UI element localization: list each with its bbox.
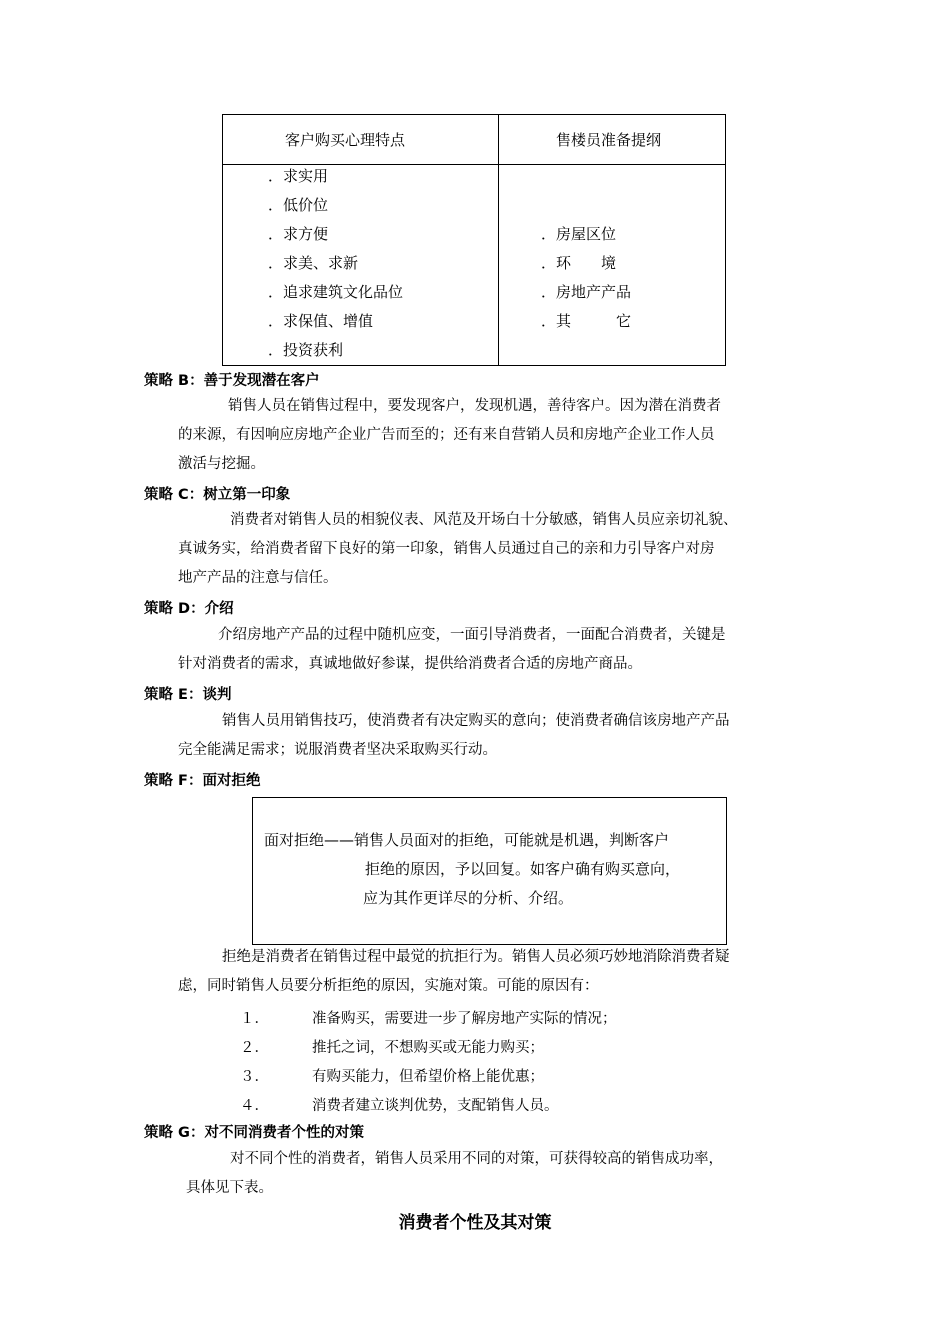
paragraph-line: 真诚务实，给消费者留下良好的第一印象，销售人员通过自己的亲和力引导客户对房 <box>178 541 715 557</box>
paragraph-line: 销售人员用销售技巧，使消费者有决定购买的意向；使消费者确信该房地产产品 <box>222 713 730 729</box>
strategy-f-paragraph <box>178 943 730 1001</box>
strategy-c-paragraph <box>178 506 738 593</box>
box-line: 拒绝的原因，予以回复。如客户确有购买意向， <box>365 860 681 878</box>
paragraph-line: 完全能满足需求；说服消费者坚决采取购买行动。 <box>178 742 497 758</box>
strategy-e-heading: 策略 E：谈判 <box>144 687 232 703</box>
table-header-right: 售楼员准备提纲 <box>556 131 662 149</box>
box-line: 面对拒绝——销售人员面对的拒绝，可能就是机遇，判断客户 <box>264 831 670 849</box>
strategy-f-heading: 策略 F：面对拒绝 <box>144 773 261 789</box>
list-item: 有购买能力，但希望价格上能优惠； <box>312 1069 544 1085</box>
strategy-d-heading: 策略 D：介绍 <box>144 601 234 617</box>
list-item: ．投资获利 <box>268 341 344 359</box>
paragraph-line: 虑，同时销售人员要分析拒绝的原因，实施对策。可能的原因有： <box>178 978 599 994</box>
list-item: 推托之词，不想购买或无能力购买； <box>312 1040 544 1056</box>
strategy-e-paragraph <box>178 707 730 765</box>
paragraph-line: 的来源，有因响应房地产企业广告而至的；还有来自营销人员和房地产企业工作人员 <box>178 427 715 443</box>
list-item: ．房地产产品 <box>541 283 632 301</box>
strategy-g-paragraph <box>186 1145 723 1203</box>
list-item: ．求保值、增值 <box>268 312 374 330</box>
list-item: 消费者建立谈判优势，支配销售人员。 <box>312 1098 559 1114</box>
paragraph-line: 拒绝是消费者在销售过程中最觉的抗拒行为。销售人员必须巧妙地消除消费者疑 <box>222 949 730 965</box>
right-items-list <box>541 220 631 336</box>
paragraph-line: 具体见下表。 <box>186 1180 273 1196</box>
list-number: ３． <box>240 1069 269 1085</box>
table-column-divider <box>498 115 499 365</box>
paragraph-line: 激活与挖掘。 <box>178 456 265 472</box>
strategy-c-heading: 策略 C：树立第一印象 <box>144 487 291 503</box>
table-header-left: 客户购买心理特点 <box>285 131 406 149</box>
strategy-g-heading: 策略 G：对不同消费者个性的对策 <box>144 1125 364 1141</box>
list-number: ４． <box>240 1098 269 1114</box>
rejection-note-box <box>252 797 727 945</box>
strategy-b-paragraph <box>178 392 721 479</box>
list-item: ．求美、求新 <box>268 254 359 272</box>
box-line: 应为其作更详尽的分析、介绍。 <box>363 889 574 907</box>
list-item: ．环 境 <box>541 254 617 272</box>
strategy-b-heading: 策略 B：善于发现潜在客户 <box>144 373 320 389</box>
paragraph-line: 销售人员在销售过程中，要发现客户，发现机遇，善待客户。因为潜在消费者 <box>228 398 721 414</box>
paragraph-line: 消费者对销售人员的相貌仪表、风范及开场白十分敏感，销售人员应亲切礼貌、 <box>230 512 738 528</box>
paragraph-line: 针对消费者的需求，真诚地做好参谋，提供给消费者合适的房地产商品。 <box>178 656 642 672</box>
psychology-table <box>222 114 726 366</box>
list-item: ．追求建筑文化品位 <box>268 283 404 301</box>
strategy-d-paragraph <box>178 621 726 679</box>
list-item: ．求方便 <box>268 225 329 243</box>
list-item: 准备购买，需要进一步了解房地产实际的情况； <box>312 1011 617 1027</box>
list-item: ．求实用 <box>268 167 329 185</box>
section-title: 消费者个性及其对策 <box>398 1213 552 1233</box>
list-item: ．低价位 <box>268 196 329 214</box>
list-item: ．房屋区位 <box>541 225 617 243</box>
left-items-list <box>268 162 403 365</box>
paragraph-line: 介绍房地产产品的过程中随机应变，一面引导消费者，一面配合消费者，关键是 <box>218 627 726 643</box>
paragraph-line: 对不同个性的消费者，销售人员采用不同的对策，可获得较高的销售成功率， <box>230 1151 723 1167</box>
list-number: ２． <box>240 1040 269 1056</box>
paragraph-line: 地产产品的注意与信任。 <box>178 570 338 586</box>
list-number: １． <box>240 1011 269 1027</box>
list-item: ．其 它 <box>541 312 632 330</box>
